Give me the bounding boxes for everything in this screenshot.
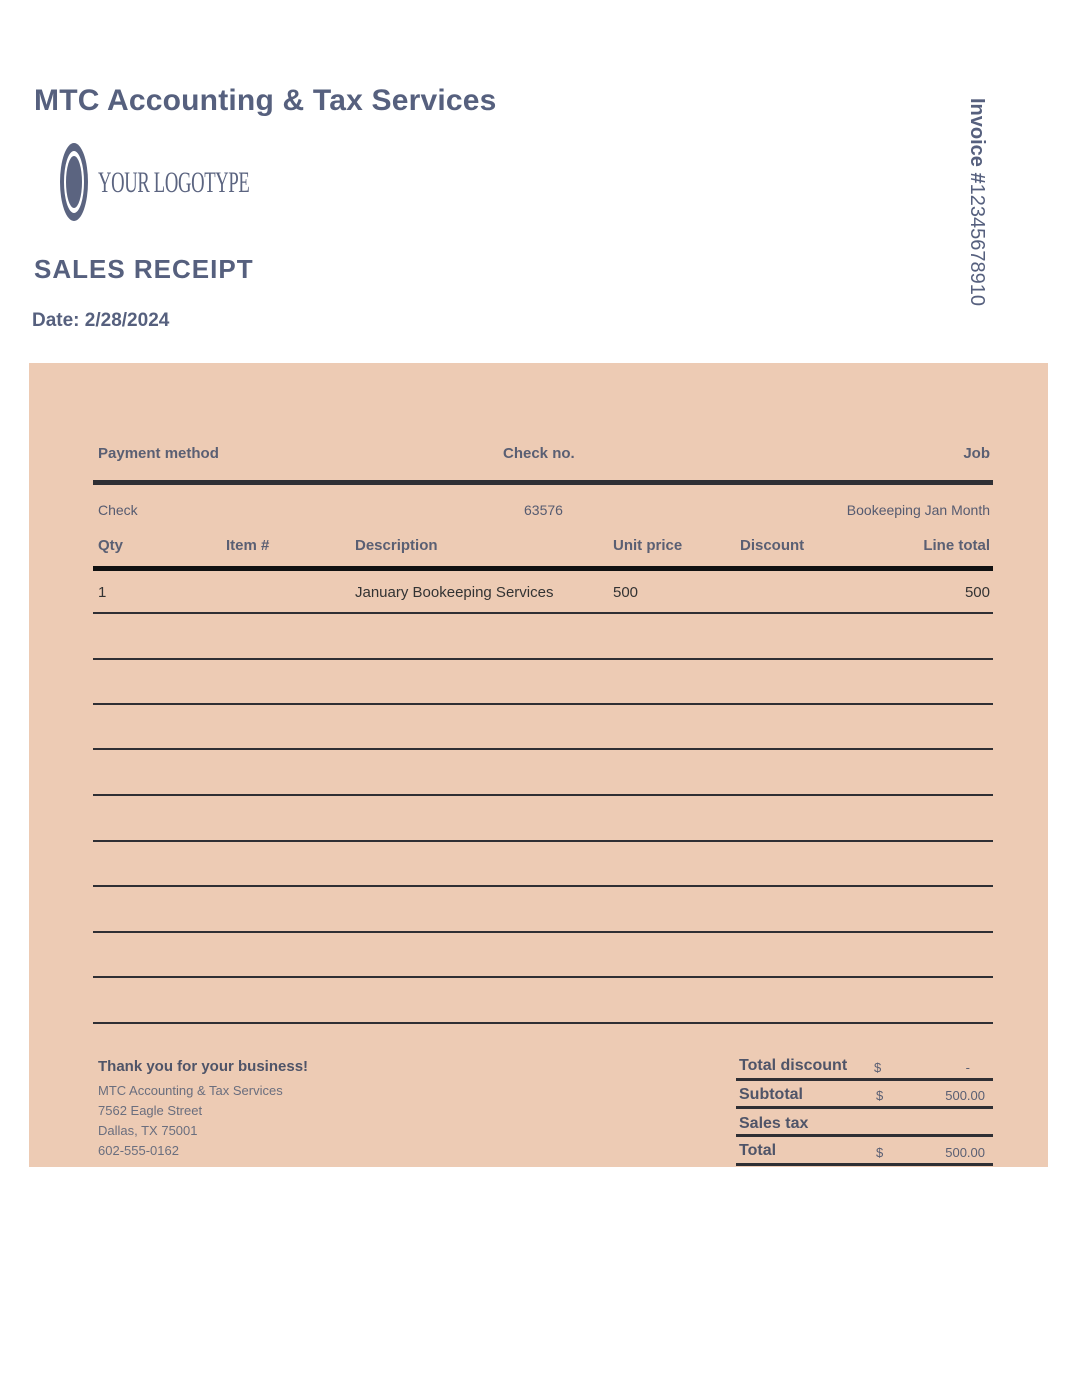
row-divider	[93, 703, 993, 705]
summary-rule	[736, 1078, 993, 1081]
row-divider	[93, 840, 993, 842]
company-name: MTC Accounting & Tax Services	[34, 84, 497, 117]
logo-text: YOUR LOGOTYPE	[98, 166, 250, 199]
summary-rule	[736, 1106, 993, 1109]
row-line-total: 500	[964, 584, 990, 601]
row-description: January Bookeeping Services	[355, 584, 554, 601]
total-currency: $	[876, 1145, 884, 1160]
payment-header-rule	[93, 480, 993, 485]
column-header-discount: Discount	[740, 537, 805, 554]
row-divider	[93, 612, 993, 614]
column-header-unit-price: Unit price	[613, 537, 683, 554]
footer-phone: 602-555-0162	[98, 1143, 179, 1158]
logo-ring-icon	[58, 140, 92, 226]
total-discount-value: -	[965, 1060, 970, 1075]
job-header: Job	[963, 445, 990, 462]
company-logo	[58, 140, 250, 226]
total-value: 500.00	[945, 1145, 985, 1160]
invoice-number	[965, 98, 988, 306]
invoice-value: 12345678910	[966, 183, 988, 306]
subtotal-currency: $	[876, 1088, 884, 1103]
column-header-line-total: Line total	[923, 537, 990, 554]
footer-street: 7562 Eagle Street	[98, 1103, 203, 1118]
check-no-value: 63576	[524, 502, 563, 518]
date-value: 2/28/2024	[84, 310, 170, 331]
sales-tax-label: Sales tax	[739, 1115, 809, 1132]
column-header-description: Description	[355, 537, 438, 554]
table-header-rule	[93, 566, 993, 571]
total-label: Total	[739, 1142, 777, 1159]
date-label: Date:	[32, 310, 80, 331]
invoice-label: Invoice #	[966, 98, 988, 184]
row-divider	[93, 1022, 993, 1024]
row-divider	[93, 748, 993, 750]
row-divider	[93, 885, 993, 887]
column-header-item: Item #	[226, 537, 270, 554]
column-header-qty: Qty	[98, 537, 124, 554]
footer-city: Dallas, TX 75001	[98, 1123, 198, 1138]
subtotal-value: 500.00	[945, 1088, 985, 1103]
total-discount-currency: $	[874, 1060, 882, 1075]
row-divider	[93, 976, 993, 978]
payment-method-value: Check	[98, 502, 138, 518]
row-qty: 1	[98, 584, 107, 601]
footer-company: MTC Accounting & Tax Services	[98, 1083, 283, 1098]
summary-rule	[736, 1163, 993, 1166]
page-title: SALES RECEIPT	[34, 254, 254, 284]
receipt-date	[32, 310, 169, 332]
row-divider	[93, 931, 993, 933]
thank-you-message: Thank you for your business!	[98, 1058, 309, 1075]
row-unit-price: 500	[613, 584, 639, 601]
row-divider	[93, 658, 993, 660]
total-discount-label: Total discount	[739, 1057, 848, 1074]
check-no-header: Check no.	[503, 445, 575, 462]
job-value: Bookeeping Jan Month	[846, 502, 990, 518]
payment-method-header: Payment method	[98, 445, 219, 462]
subtotal-label: Subtotal	[739, 1086, 803, 1103]
summary-rule	[736, 1134, 993, 1137]
row-divider	[93, 794, 993, 796]
